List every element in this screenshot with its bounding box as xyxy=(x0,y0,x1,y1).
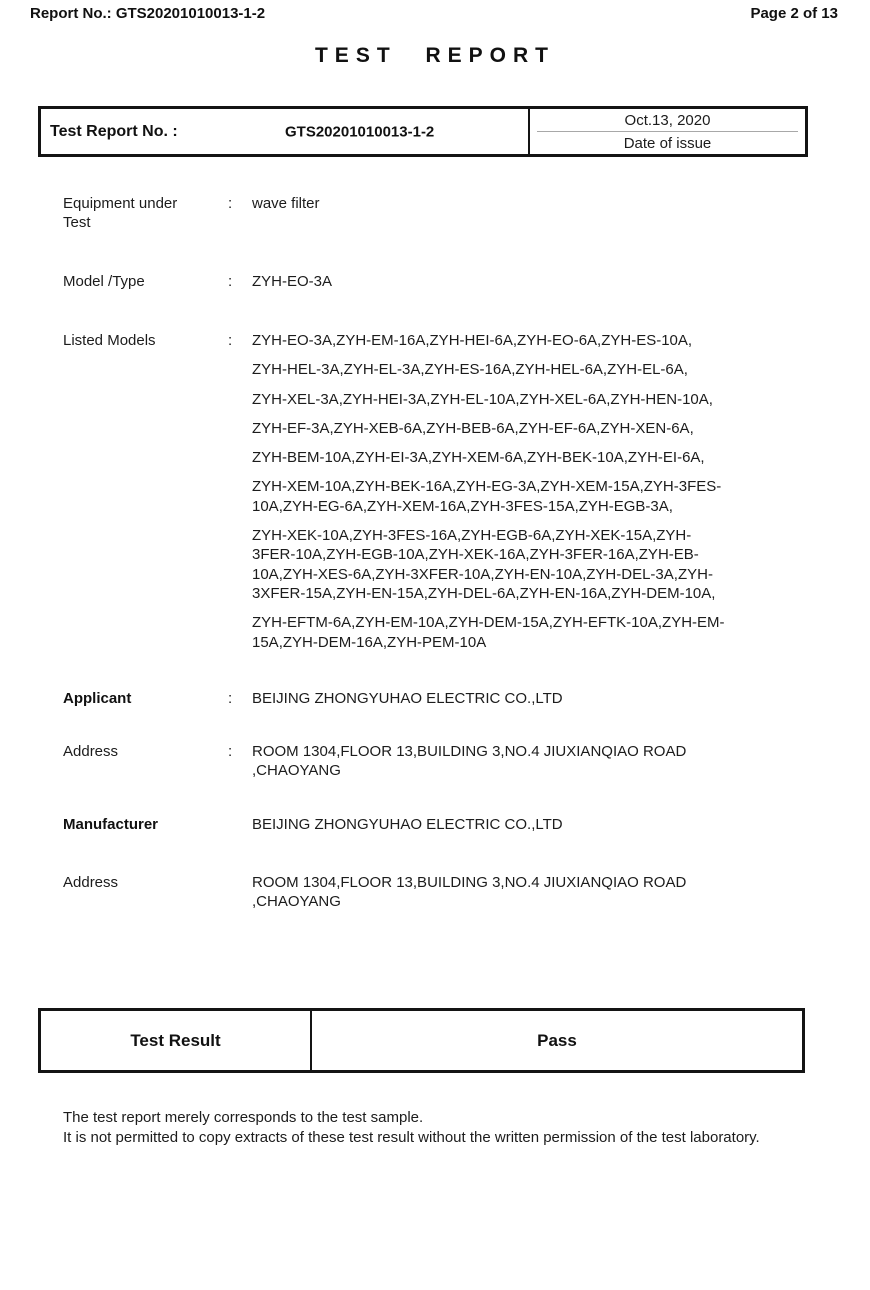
applicant-label: Applicant xyxy=(63,690,132,707)
model-group xyxy=(252,419,812,438)
date-of-issue-cell xyxy=(530,109,805,154)
manufacturer-value: BEIJING ZHONGYUHAO ELECTRIC CO.,LTD xyxy=(252,816,563,833)
report-number-cell xyxy=(41,109,530,154)
manufacturer-address-value: ROOM 1304,FLOOR 13,BUILDING 3,NO.4 JIUXIANQIAO ROAD ,CHAOYANG xyxy=(252,874,687,910)
header-page-number: Page 2 of 13 xyxy=(750,5,838,22)
applicant-address-row xyxy=(63,742,838,780)
header-report-no: Report No.: GTS20201010013-1-2 xyxy=(30,5,266,22)
listed-models-colon: : xyxy=(228,332,233,349)
listed-models-line: 3FER-10A,ZYH-EGB-10A,ZYH-XEK-16A,ZYH-3FER-16A,ZYH-EB- xyxy=(252,546,699,564)
listed-models-line: ZYH-BEM-10A,ZYH-EI-3A,ZYH-XEM-6A,ZYH-BEK-10A,ZYH-EI-6A, xyxy=(252,449,705,467)
manufacturer-address-colon xyxy=(228,873,252,911)
page-header xyxy=(30,5,838,22)
applicant-value: BEIJING ZHONGYUHAO ELECTRIC CO.,LTD xyxy=(252,690,563,707)
footer-line-2: It is not permitted to copy extracts of these test result without the written permission of the test laboratory. xyxy=(63,1128,760,1146)
applicant-address-value: ROOM 1304,FLOOR 13,BUILDING 3,NO.4 JIUXIANQIAO ROAD ,CHAOYANG xyxy=(252,743,687,779)
footer-line-1: The test report merely corresponds to the test sample. xyxy=(63,1109,424,1126)
model-group xyxy=(252,331,812,350)
equipment-label: Equipment under Test xyxy=(63,195,178,231)
listed-models-line: ZYH-EFTM-6A,ZYH-EM-10A,ZYH-DEM-15A,ZYH-EFTK-10A,ZYH-EM- xyxy=(252,614,725,632)
listed-models-line: ZYH-EF-3A,ZYH-XEB-6A,ZYH-BEB-6A,ZYH-EF-6A,ZYH-XEN-6A, xyxy=(252,419,694,437)
listed-models-line: ZYH-XEK-10A,ZYH-3FES-16A,ZYH-EGB-6A,ZYH-XEK-15A,ZYH- xyxy=(252,527,692,545)
applicant-row xyxy=(63,689,838,708)
manufacturer-label: Manufacturer xyxy=(63,816,159,833)
document-title: TEST REPORT xyxy=(314,44,555,67)
listed-models-row xyxy=(63,331,838,662)
listed-models-line: 15A,ZYH-DEM-16A,ZYH-PEM-10A xyxy=(252,633,487,651)
model-group xyxy=(252,613,812,652)
listed-models-label: Listed Models xyxy=(63,332,156,349)
listed-models-line: 3XFER-15A,ZYH-EN-15A,ZYH-DEL-6A,ZYH-EN-16A,ZYH-DEM-10A, xyxy=(252,584,716,602)
report-number-label: Test Report No. : xyxy=(50,122,178,140)
issue-date-value: Oct.13, 2020 xyxy=(624,111,711,129)
model-type-value: ZYH-EO-3A xyxy=(252,273,333,290)
listed-models-line: ZYH-EO-3A,ZYH-EM-16A,ZYH-HEI-6A,ZYH-EO-6A,ZYH-ES-10A, xyxy=(252,332,693,349)
equipment-value: wave filter xyxy=(252,195,320,212)
model-group xyxy=(252,360,812,379)
report-number-value: GTS20201010013-1-2 xyxy=(285,123,435,140)
applicant-colon: : xyxy=(228,690,233,707)
model-type-label: Model /Type xyxy=(63,273,145,290)
equipment-colon: : xyxy=(228,195,233,212)
report-number-table xyxy=(38,106,808,157)
applicant-address-label: Address xyxy=(63,743,119,760)
manufacturer-address-label: Address xyxy=(63,874,119,891)
listed-models-line: 10A,ZYH-EG-6A,ZYH-XEM-16A,ZYH-3FES-15A,ZYH-EGB-3A, xyxy=(252,497,673,515)
test-result-value: Pass xyxy=(537,1030,577,1050)
manufacturer-address-row xyxy=(63,873,838,911)
applicant-address-colon: : xyxy=(228,743,233,760)
equipment-under-test-row xyxy=(63,194,838,232)
manufacturer-colon xyxy=(228,815,252,834)
listed-models-line: ZYH-XEM-10A,ZYH-BEK-16A,ZYH-EG-3A,ZYH-XEM-15A,ZYH-3FES- xyxy=(252,478,722,496)
footer-note xyxy=(63,1108,839,1147)
test-result-label: Test Result xyxy=(41,1011,312,1070)
date-of-issue-label: Date of issue xyxy=(623,134,712,152)
listed-models-list xyxy=(252,331,812,662)
listed-models-line: ZYH-XEL-3A,ZYH-HEI-3A,ZYH-EL-10A,ZYH-XEL-6A,ZYH-HEN-10A, xyxy=(252,390,713,408)
model-group xyxy=(252,448,812,467)
model-type-colon: : xyxy=(228,273,233,290)
manufacturer-row xyxy=(63,815,838,834)
model-group xyxy=(252,390,812,409)
model-group xyxy=(252,526,812,603)
listed-models-line: ZYH-HEL-3A,ZYH-EL-3A,ZYH-ES-16A,ZYH-HEL-6A,ZYH-EL-6A, xyxy=(252,361,688,379)
model-group xyxy=(252,477,812,516)
test-result-table xyxy=(38,1008,805,1073)
listed-models-line: 10A,ZYH-XES-6A,ZYH-3XFER-10A,ZYH-EN-10A,ZYH-DEL-3A,ZYH- xyxy=(252,565,713,583)
model-type-row xyxy=(63,272,838,291)
